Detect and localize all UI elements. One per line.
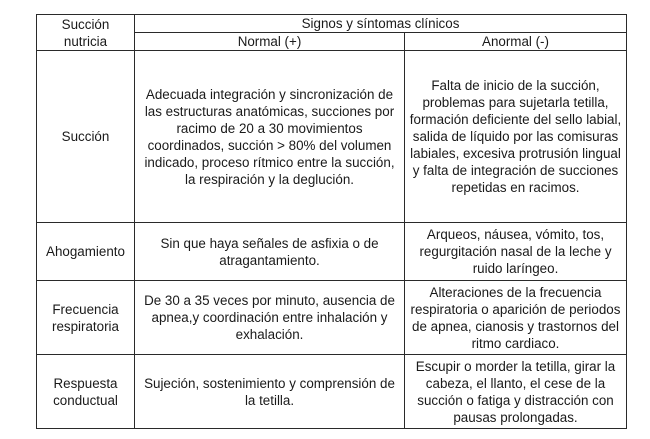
abnormal-cell xyxy=(405,281,627,355)
row-label-cell xyxy=(37,51,135,223)
abnormal-text: Falta de inicio de la succión, problemas para sujetarla tetilla, formación deficiente del sello labial, salida de líquido por las comisuras labiales, excesiva protrusión lingual y falta de integración de succiones repetidas en racimos. xyxy=(409,78,622,195)
normal-cell xyxy=(135,223,405,281)
normal-text: Adecuada integración y sincronización de las estructuras anatómicas, succiones por racimo de 20 a 30 movimientos coordinados, succión > 80% del volumen indicado, proceso rítmico entre la succión, la respiración y la deglución. xyxy=(144,86,395,187)
header-normal xyxy=(135,33,405,51)
header-row-1 xyxy=(37,15,627,33)
header-normal-text: Normal (+) xyxy=(237,34,302,49)
table-row xyxy=(37,281,627,355)
abnormal-cell xyxy=(405,51,627,223)
row-label: Succión xyxy=(61,129,110,144)
abnormal-text: Escupir o morder la tetilla, girar la cabeza, el llanto, el cese de la succión o fatiga y distracción con pausas prolongadas. xyxy=(415,358,616,425)
header-anormal xyxy=(405,33,627,51)
normal-cell xyxy=(135,281,405,355)
abnormal-text: Alteraciones de la frecuencia respiratoria o aparición de periodos de apnea, cianosis y trastornos del ritmo cardiaco. xyxy=(410,284,621,351)
normal-cell xyxy=(135,355,405,429)
header-signos-sintomas-text: Signos y síntomas clínicos xyxy=(301,16,460,31)
normal-cell xyxy=(135,51,405,223)
table-row xyxy=(37,51,627,223)
header-signos-sintomas xyxy=(135,15,627,33)
header-anormal-text: Anormal (-) xyxy=(482,34,549,49)
normal-text: Sin que haya señales de asfixia o de atragantamiento. xyxy=(160,235,379,268)
clinical-signs-table xyxy=(36,14,627,429)
row-label: Frecuencia respiratoria xyxy=(52,301,119,334)
abnormal-cell xyxy=(405,355,627,429)
header-succion-nutricia xyxy=(37,15,135,51)
row-label: Ahogamiento xyxy=(46,244,125,259)
table-row xyxy=(37,355,627,429)
normal-text: Sujeción, sostenimiento y comprensión de la tetilla. xyxy=(144,375,395,408)
row-label-cell xyxy=(37,223,135,281)
abnormal-cell xyxy=(405,223,627,281)
row-label-cell xyxy=(37,281,135,355)
clinical-signs-table-container xyxy=(36,14,626,429)
row-label: Respuesta conductual xyxy=(53,375,118,408)
normal-text: De 30 a 35 veces por minuto, ausencia de apnea,y coordinación entre inhalación y exhalación. xyxy=(144,293,395,342)
abnormal-text: Arqueos, náusea, vómito, tos, regurgitación nasal de la leche y ruido laríngeo. xyxy=(419,227,612,276)
table-row xyxy=(37,223,627,281)
row-label-cell xyxy=(37,355,135,429)
header-succion-nutricia-text: Succión nutricia xyxy=(61,16,110,49)
